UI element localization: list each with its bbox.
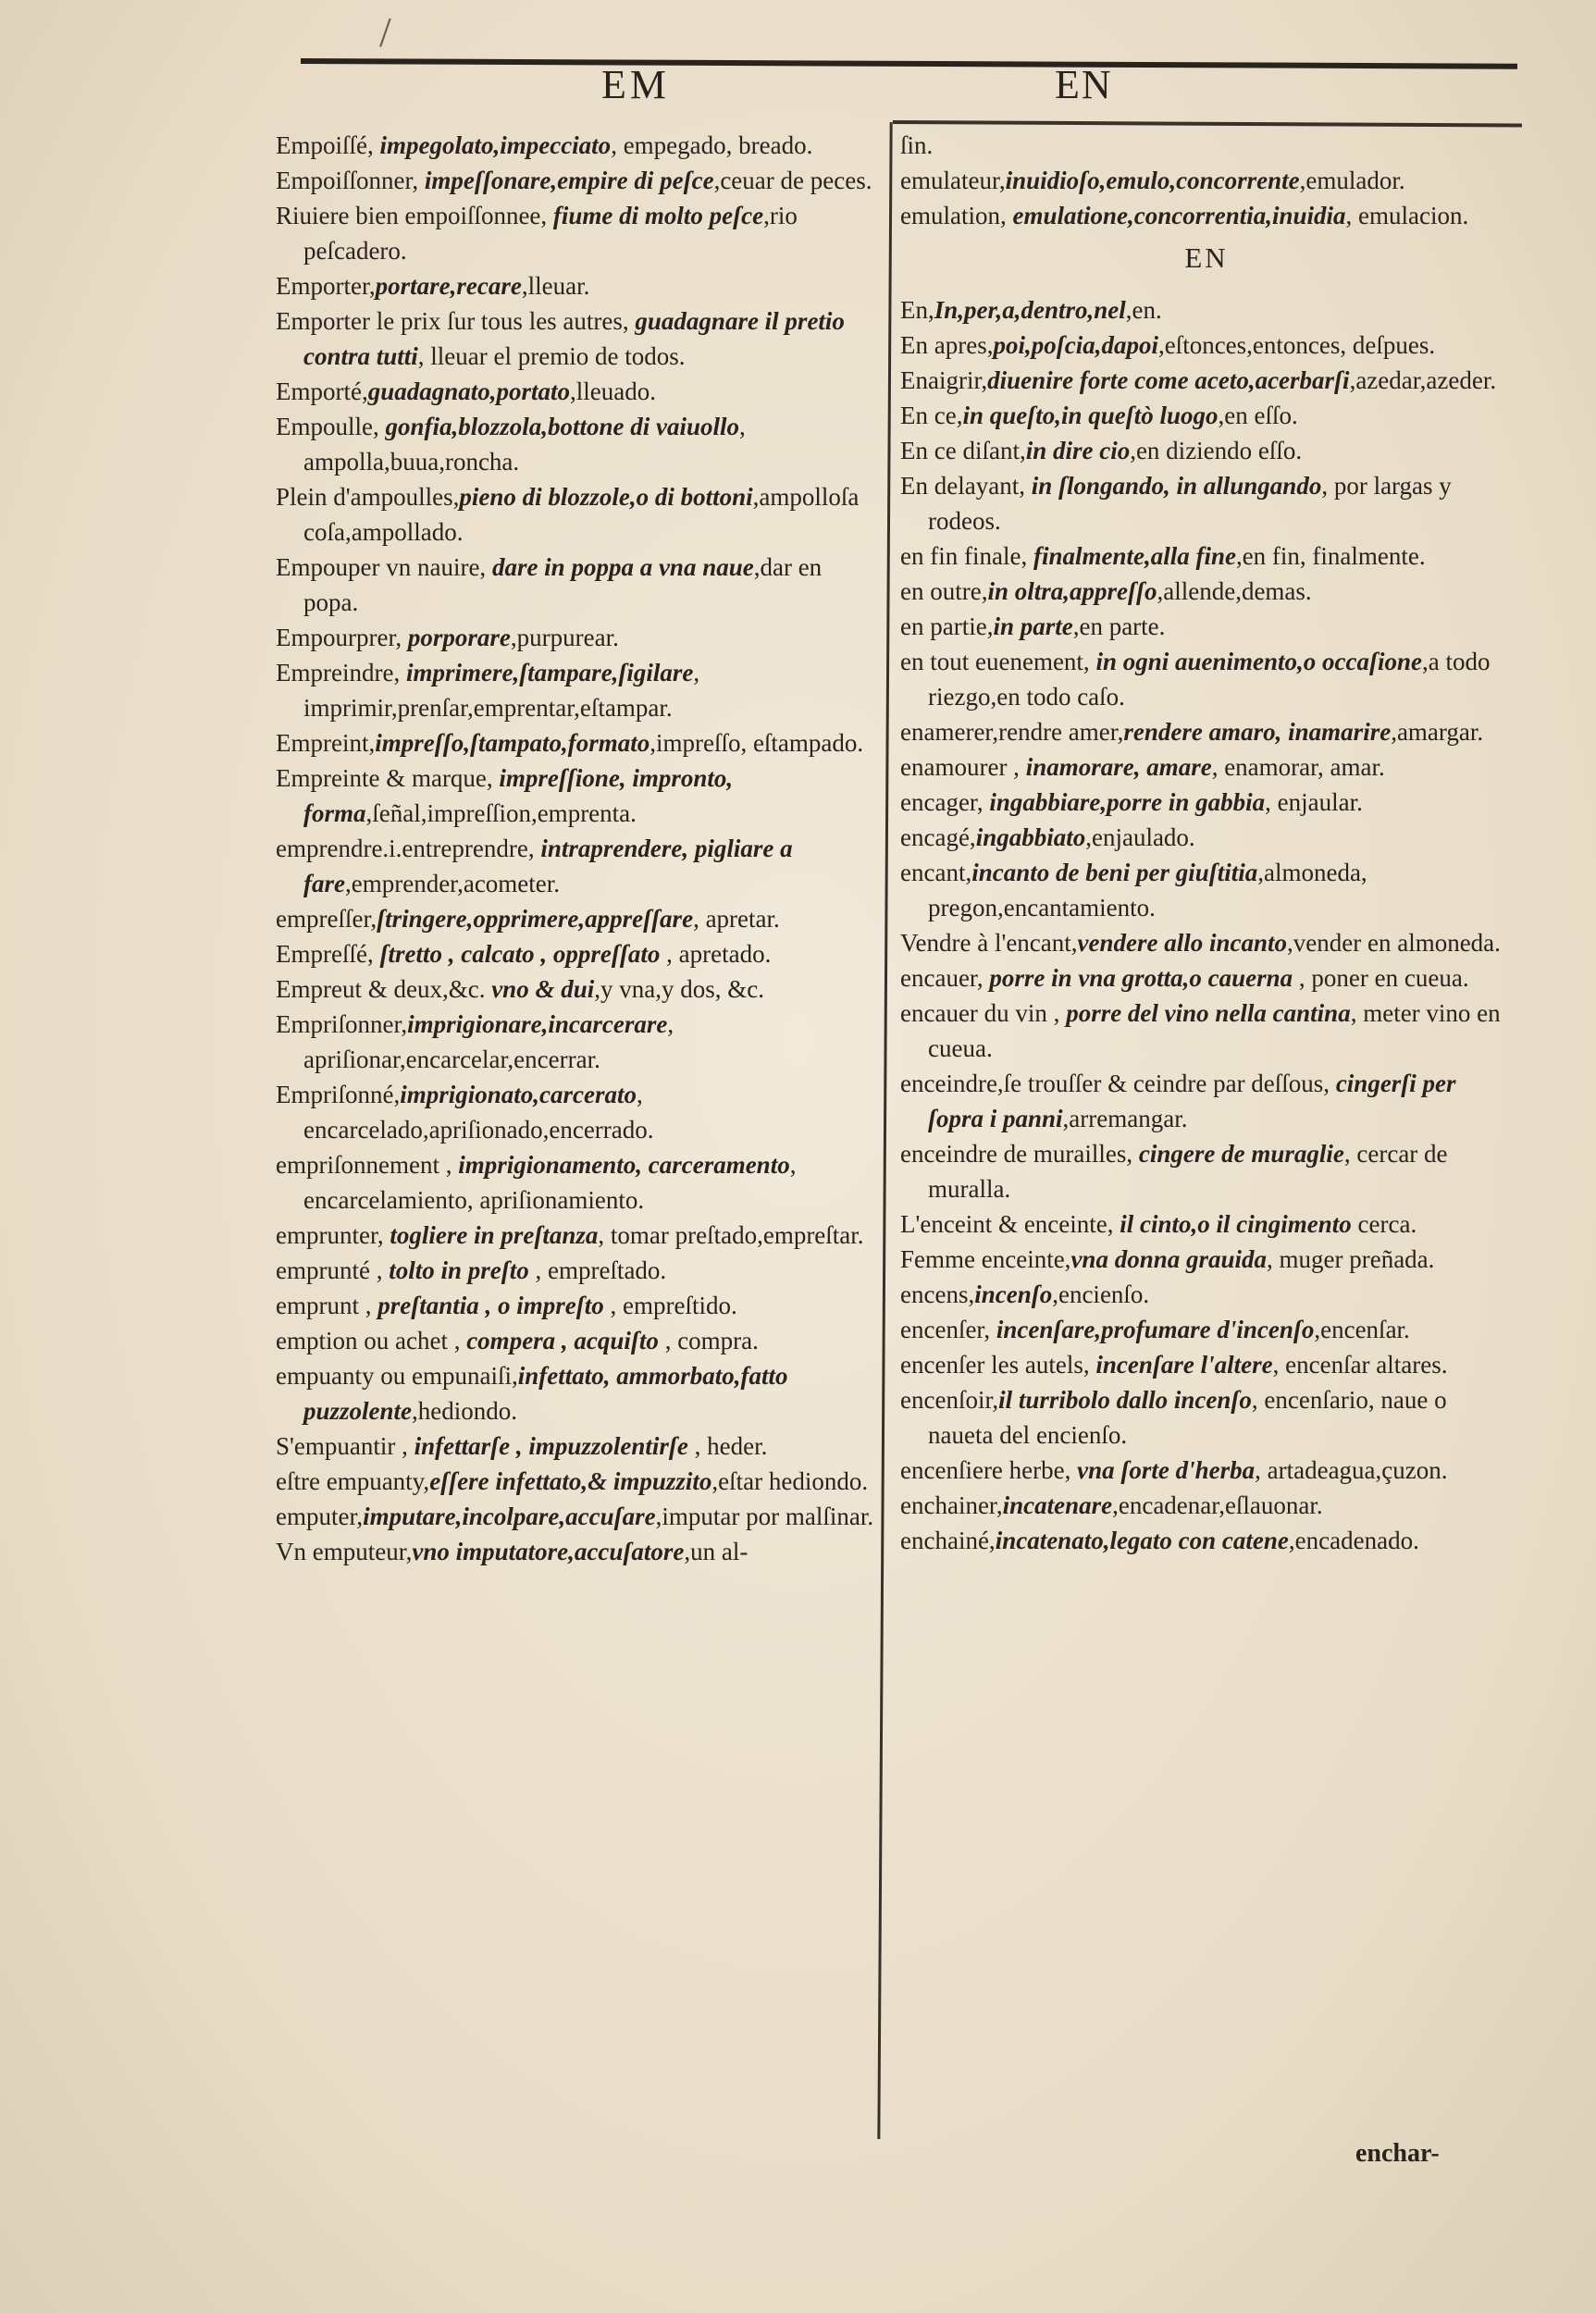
italian-gloss: in oltra,appreſſo — [987, 577, 1157, 605]
french-term: encens, — [900, 1280, 975, 1308]
dictionary-entry — [276, 128, 877, 163]
dictionary-entry — [276, 620, 877, 655]
dictionary-entry — [276, 1077, 877, 1147]
italian-gloss: guadagnare il pretio contra tutti — [303, 307, 845, 370]
spanish-gloss: cerca. — [1351, 1210, 1417, 1238]
spanish-gloss: ,encadenar,eſlauonar. — [1112, 1491, 1323, 1519]
spanish-gloss: ,y vna,y dos, &c. — [594, 975, 764, 1003]
dictionary-entry — [900, 609, 1513, 644]
french-term: eſtre empuanty, — [276, 1467, 430, 1495]
italian-gloss: in queſto,in queſtò luogo — [962, 402, 1219, 429]
dictionary-entry — [276, 550, 877, 620]
right-column — [900, 128, 1513, 1558]
dictionary-entry — [900, 785, 1513, 820]
italian-gloss: imprimere,ſtampare,ſigilare — [405, 659, 694, 686]
italian-gloss: compera , acquiſto — [466, 1327, 659, 1354]
italian-gloss: cingere de muraglie — [1138, 1140, 1344, 1168]
dictionary-entry — [900, 960, 1513, 996]
right-column-rule — [893, 120, 1522, 128]
spanish-gloss: , encenſario, naue o naueta del encienſo. — [928, 1386, 1447, 1449]
spanish-gloss: ,un al- — [684, 1538, 749, 1565]
french-term: En apres, — [900, 331, 994, 359]
spanish-gloss: ,almoneda, pregon,encantamiento. — [928, 859, 1367, 921]
italian-gloss: vna donna grauida — [1070, 1245, 1267, 1273]
dictionary-entry — [900, 163, 1513, 198]
dictionary-entry — [900, 398, 1513, 433]
dictionary-entry — [900, 328, 1513, 363]
italian-gloss: ſtringere,opprimere,appreſſare — [377, 905, 694, 933]
french-term: encenſer les autels, — [900, 1351, 1096, 1379]
italian-gloss: imprigionamento, carceramento — [458, 1151, 790, 1179]
italian-gloss: incatenato,legato con catene — [995, 1527, 1289, 1554]
dictionary-entry — [900, 1453, 1513, 1488]
italian-gloss: infettato, ammorbato,fatto puzzolente — [303, 1362, 788, 1425]
spanish-gloss: ,en eſſo. — [1218, 402, 1298, 429]
spanish-gloss: , encarcelado,apriſionado,encerrado. — [303, 1081, 654, 1144]
dictionary-entry — [276, 1534, 877, 1569]
spanish-gloss: ,en parte. — [1072, 612, 1166, 640]
spanish-gloss: , apretado. — [660, 940, 772, 968]
spanish-gloss: , apriſionar,encarcelar,encerrar. — [303, 1010, 674, 1073]
dictionary-entry — [900, 198, 1513, 233]
dictionary-entry — [276, 1253, 877, 1288]
dictionary-entry — [900, 1488, 1513, 1523]
italian-gloss: finalmente,alla fine — [1033, 542, 1236, 570]
dictionary-entry — [276, 761, 877, 831]
italian-gloss: incenſare l'altere — [1095, 1351, 1273, 1379]
italian-gloss: portare,recare — [375, 272, 522, 300]
italian-gloss: tolto in preſto — [389, 1256, 529, 1284]
spanish-gloss: ,dar en popa. — [303, 553, 823, 616]
italian-gloss: porre in vna grotta,o cauerna — [989, 964, 1293, 992]
italian-gloss: incanto de beni per giuſtitia — [971, 859, 1258, 886]
italian-gloss: poi,poſcia,dapoi — [993, 331, 1158, 359]
french-term: Empreint, — [276, 729, 376, 757]
dictionary-entry — [276, 198, 877, 268]
italian-gloss: ſtretto , calcato , oppreſſato — [379, 940, 661, 968]
french-term: emulation, — [900, 202, 1013, 229]
dictionary-entry — [276, 268, 877, 303]
spanish-gloss: ,purpurear. — [510, 624, 619, 651]
dictionary-entry — [900, 538, 1513, 574]
spanish-gloss: ,lleuar. — [521, 272, 590, 300]
dictionary-entry — [276, 374, 877, 409]
spanish-gloss: ſin. — [900, 131, 934, 159]
dictionary-entry — [900, 644, 1513, 714]
dictionary-entry — [900, 925, 1513, 960]
italian-gloss: incatenare — [1002, 1491, 1113, 1519]
french-term: encant, — [900, 859, 972, 886]
running-head-right: EN — [1055, 62, 1113, 107]
spanish-gloss: ,en fin, finalmente. — [1235, 542, 1426, 570]
dictionary-entry — [276, 1499, 877, 1534]
italian-gloss: vna ſorte d'herba — [1077, 1456, 1256, 1484]
spanish-gloss: , poner en cueua. — [1293, 964, 1469, 992]
french-term: Empouper vn nauire, — [276, 553, 492, 581]
italian-gloss: vendere allo incanto — [1077, 929, 1288, 957]
italian-gloss: in parte — [993, 612, 1073, 640]
section-heading: EN — [1184, 241, 1229, 274]
italian-gloss: emulatione,concorrentia,inuidia — [1012, 202, 1346, 229]
french-term: en fin finale, — [900, 542, 1033, 570]
italian-gloss: in ogni auenimento,o occaſione — [1095, 648, 1422, 675]
italian-gloss: impeſſonare,empire di peſce — [424, 167, 714, 194]
french-term: Empriſonner, — [276, 1010, 408, 1038]
dictionary-entry — [900, 292, 1513, 328]
right-column-bottom — [900, 292, 1513, 1558]
spanish-gloss: ,enjaulado. — [1085, 823, 1195, 851]
right-column-top — [900, 128, 1513, 233]
italian-gloss: preſtantia , o impreſto — [377, 1292, 604, 1319]
running-head-left: EM — [601, 62, 670, 107]
dictionary-entry — [276, 1429, 877, 1464]
italian-gloss: vno imputatore,accuſatore — [412, 1538, 685, 1565]
spanish-gloss: ,ſeñal,impreſſion,emprenta. — [365, 799, 637, 827]
french-term: Vn emputeur, — [276, 1538, 413, 1565]
dictionary-entry — [900, 749, 1513, 785]
spanish-gloss: , empegado, breado. — [611, 131, 813, 159]
spanish-gloss: ,ceuar de peces. — [713, 167, 872, 194]
spanish-gloss: , ampolla,buua,roncha. — [303, 413, 746, 476]
french-term: Empreſſé, — [276, 940, 380, 968]
dictionary-entry — [900, 433, 1513, 468]
spanish-gloss: , emulacion. — [1345, 202, 1469, 229]
italian-gloss: togliere in preſtanza — [390, 1221, 599, 1249]
spanish-gloss: ,arremangar. — [1062, 1105, 1188, 1132]
dictionary-entry — [276, 971, 877, 1007]
dictionary-entry — [900, 1206, 1513, 1242]
dictionary-entry — [276, 831, 877, 901]
dictionary-entry — [900, 1523, 1513, 1558]
dictionary-entry — [900, 1382, 1513, 1453]
french-term: encenſoir, — [900, 1386, 999, 1414]
french-term: enamerer,rendre amer, — [900, 718, 1124, 746]
italian-gloss: imputare,incolpare,accuſare — [363, 1503, 656, 1530]
italian-gloss: guadagnato,portato — [367, 377, 571, 405]
french-term: Plein d'ampoulles, — [276, 483, 460, 511]
spanish-gloss: ,impreſſo, eſtampado. — [650, 729, 864, 757]
spanish-gloss: , empreſtado. — [528, 1256, 667, 1284]
dictionary-entry — [900, 574, 1513, 609]
french-term: enceindre,ſe trouſſer & ceindre par deſſous, — [900, 1070, 1336, 1097]
french-term: Emporter, — [276, 272, 376, 300]
italian-gloss: impegolato,impecciato — [379, 131, 612, 159]
spanish-gloss: , lleuar el premio de todos. — [417, 342, 686, 370]
dictionary-entry — [276, 303, 877, 374]
dictionary-entry — [276, 1358, 877, 1429]
italian-gloss: inuidioſo,emulo,concorrente — [1005, 167, 1300, 194]
french-term: enamourer , — [900, 753, 1026, 781]
french-term: encenſer, — [900, 1316, 996, 1343]
italian-gloss: porre del vino nella cantina — [1066, 999, 1351, 1027]
dictionary-entry — [276, 655, 877, 725]
italian-gloss: porporare — [407, 624, 511, 651]
spanish-gloss: ,en. — [1125, 296, 1162, 324]
french-term: L'enceint & enceinte, — [900, 1210, 1120, 1238]
french-term: Riuiere bien empoiſſonnee, — [276, 202, 553, 229]
italian-gloss: diuenire forte come aceto,acerbarſi — [987, 366, 1350, 394]
french-term: encenſiere herbe, — [900, 1456, 1078, 1484]
italian-gloss: imprigionato,carcerato — [400, 1081, 637, 1108]
spanish-gloss: , cercar de muralla. — [928, 1140, 1448, 1203]
spanish-gloss: ,encienſo. — [1052, 1280, 1150, 1308]
french-term: Empoulle, — [276, 413, 386, 440]
italian-gloss: in ſlongando, in allungando — [1031, 472, 1322, 500]
french-term: encauer, — [900, 964, 990, 992]
dictionary-entry — [276, 901, 877, 936]
french-term: empriſonnement , — [276, 1151, 459, 1179]
spanish-gloss: , meter vino en cueua. — [928, 999, 1501, 1062]
dictionary-entry — [900, 1136, 1513, 1206]
french-term: emption ou achet , — [276, 1327, 467, 1354]
dictionary-entry — [276, 936, 877, 971]
spanish-gloss: , compra. — [658, 1327, 759, 1354]
spanish-gloss: ,rio peſcadero. — [303, 202, 798, 265]
italian-gloss: dare in poppa a vna naue — [491, 553, 754, 581]
french-term: Empoiſſonner, — [276, 167, 425, 194]
spanish-gloss: , encarcelamiento, apriſionamiento. — [303, 1151, 797, 1214]
italian-gloss: impreſſo,ſtampato,formato — [375, 729, 650, 757]
french-term: emputer, — [276, 1503, 364, 1530]
french-term: emprunté , — [276, 1256, 390, 1284]
dictionary-entry — [900, 1242, 1513, 1277]
italian-gloss: ingabbiare,porre in gabbia — [989, 788, 1266, 816]
italian-gloss: imprigionare,incarcerare — [407, 1010, 668, 1038]
italian-gloss: fiume di molto peſce — [552, 202, 764, 229]
italian-gloss: pieno di blozzole,o di bottoni — [459, 483, 753, 511]
french-term: en outre, — [900, 577, 988, 605]
french-term: S'empuantir , — [276, 1432, 414, 1460]
spanish-gloss: ,lleuado. — [570, 377, 657, 405]
italian-gloss: incenſare,profumare d'incenſo — [996, 1316, 1315, 1343]
dictionary-entry — [276, 1464, 877, 1499]
french-term: Empreindre, — [276, 659, 406, 686]
french-term: Emporté, — [276, 377, 368, 405]
spanish-gloss: ,azedar,azeder. — [1349, 366, 1497, 394]
french-term: Empreut & deux,&c. — [276, 975, 492, 1003]
header-rule — [301, 58, 1517, 69]
dictionary-entry — [900, 1066, 1513, 1136]
spanish-gloss: ,encadenado. — [1288, 1527, 1419, 1554]
french-term: en tout euenement, — [900, 648, 1096, 675]
italian-gloss: impreſſione, improntο, forma — [303, 764, 734, 827]
dictionary-entry — [276, 1288, 877, 1323]
spanish-gloss: ,encenſar. — [1314, 1316, 1410, 1343]
dictionary-entry — [900, 1312, 1513, 1347]
italian-gloss: cingerſi per ſopra i panni — [928, 1070, 1456, 1132]
column-divider — [877, 122, 892, 2139]
french-term: Empoiſſé, — [276, 131, 380, 159]
french-term: Vendre à l'encant, — [900, 929, 1078, 957]
french-term: En, — [900, 296, 934, 324]
french-term: Enaigrir, — [900, 366, 988, 394]
italian-gloss: il cinto,o il cingimento — [1120, 1210, 1352, 1238]
dictionary-entry — [276, 1218, 877, 1253]
spanish-gloss: ,vender en almoneda. — [1287, 929, 1501, 957]
spanish-gloss: ,imputar por malſinar. — [655, 1503, 874, 1530]
dictionary-entry — [900, 1277, 1513, 1312]
dictionary-entry — [900, 468, 1513, 538]
french-term: encauer du vin , — [900, 999, 1067, 1027]
french-term: Empriſonné, — [276, 1081, 401, 1108]
spanish-gloss: ,a todo riezgo,en todo caſo. — [928, 648, 1491, 711]
catchword: enchar- — [1355, 2139, 1440, 2168]
italian-gloss: ingabbiato — [975, 823, 1086, 851]
spanish-gloss: , imprimir,prenſar,emprentar,eſtampar. — [303, 659, 700, 722]
french-term: empreſſer, — [276, 905, 377, 933]
spanish-gloss: , enamorar, amar. — [1211, 753, 1385, 781]
french-term: Empourprer, — [276, 624, 408, 651]
french-term: encagé, — [900, 823, 976, 851]
spanish-gloss: ,ampolloſa coſa,ampollado. — [303, 483, 860, 546]
dictionary-entry — [900, 820, 1513, 855]
italian-gloss: intraprendere, pigliare a fare — [303, 835, 793, 897]
french-term: enchainé, — [900, 1527, 996, 1554]
italian-gloss: vno & dui — [491, 975, 595, 1003]
italian-gloss: inamorare, amare — [1025, 753, 1212, 781]
spanish-gloss: , muger preñada. — [1267, 1245, 1435, 1273]
dictionary-entry — [900, 855, 1513, 925]
dictionary-entry — [900, 996, 1513, 1066]
italian-gloss: in dire cio — [1025, 437, 1131, 464]
spanish-gloss: , heder. — [687, 1432, 768, 1460]
dictionary-entry — [276, 725, 877, 761]
spanish-gloss: ,emulador. — [1299, 167, 1405, 194]
spanish-gloss: , artadeagua,çuzon. — [1255, 1456, 1448, 1484]
spanish-gloss: ,emprender,acometer. — [344, 870, 561, 897]
spanish-gloss: ,eſtar hediondo. — [711, 1467, 869, 1495]
page-mark: / — [379, 8, 391, 56]
italian-gloss: eſſere infettato,& impuzzito — [429, 1467, 712, 1495]
spanish-gloss: ,hediondo. — [412, 1397, 518, 1425]
french-term: Empreinte & marque, — [276, 764, 500, 792]
french-term: en partie, — [900, 612, 994, 640]
french-term: En ce diſant, — [900, 437, 1026, 464]
spanish-gloss: ,eſtonces,entonces, deſpues. — [1157, 331, 1436, 359]
french-term: enchainer, — [900, 1491, 1003, 1519]
spanish-gloss: , tomar preſtado,empreſtar. — [598, 1221, 864, 1249]
spanish-gloss: ,amargar. — [1391, 718, 1484, 746]
dictionary-entry — [276, 1147, 877, 1218]
dictionary-entry — [900, 714, 1513, 749]
italian-gloss: rendere amaro, inamarire — [1123, 718, 1392, 746]
dictionary-entry — [276, 409, 877, 479]
french-term: En ce, — [900, 402, 963, 429]
french-term: emprendre.i.entreprendre, — [276, 835, 541, 862]
spanish-gloss: ,en diziendo eſſo. — [1130, 437, 1303, 464]
french-term: Emporter le prix ſur tous les autres, — [276, 307, 636, 335]
italian-gloss: incenſo — [974, 1280, 1053, 1308]
dictionary-entry — [900, 363, 1513, 398]
french-term: Femme enceinte, — [900, 1245, 1071, 1273]
dictionary-entry — [900, 1347, 1513, 1382]
dictionary-entry — [900, 128, 1513, 163]
french-term: emprunt , — [276, 1292, 378, 1319]
french-term: emprunter, — [276, 1221, 390, 1249]
spanish-gloss: , encenſar altares. — [1272, 1351, 1448, 1379]
spanish-gloss: , enjaular. — [1265, 788, 1363, 816]
italian-gloss: In,per,a,dentro,nel — [934, 296, 1126, 324]
italian-gloss: gonfia,blozzola,bottone di vaiuollo — [385, 413, 740, 440]
dictionary-entry — [276, 479, 877, 550]
dictionary-entry — [276, 163, 877, 198]
dictionary-entry — [276, 1323, 877, 1358]
spanish-gloss: , por largas y rodeos. — [928, 472, 1452, 535]
italian-gloss: infettarſe , impuzzolentirſe — [414, 1432, 688, 1460]
spanish-gloss: ,allende,demas. — [1157, 577, 1312, 605]
spanish-gloss: , empreſtido. — [603, 1292, 737, 1319]
french-term: enceindre de murailles, — [900, 1140, 1139, 1168]
french-term: empuanty ou empunaiſi, — [276, 1362, 518, 1390]
french-term: emulateur, — [900, 167, 1006, 194]
spanish-gloss: , apretar. — [693, 905, 780, 933]
italian-gloss: il turribolo dallo incenſo — [998, 1386, 1252, 1414]
dictionary-entry — [276, 1007, 877, 1077]
left-column — [276, 128, 877, 1569]
french-term: encager, — [900, 788, 990, 816]
french-term: En delayant, — [900, 472, 1032, 500]
